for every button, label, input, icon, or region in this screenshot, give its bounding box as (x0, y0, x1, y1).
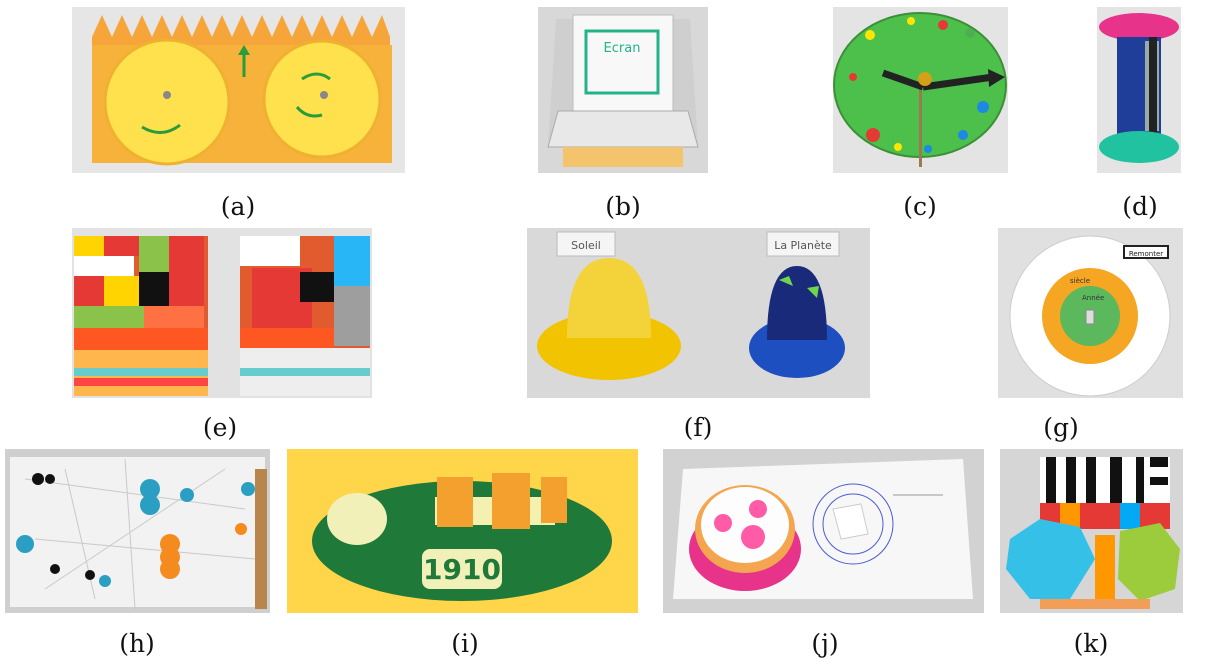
photo-b-screen-label: Ecran (603, 41, 641, 56)
photo-g-time-disks (998, 228, 1183, 398)
caption-f: (f) (683, 413, 713, 442)
caption-i: (i) (451, 629, 479, 658)
caption-k: (k) (1073, 629, 1109, 658)
photo-d-illustration (1097, 7, 1181, 173)
caption-e: (e) (202, 413, 238, 442)
photo-f-sun-sign: Soleil (571, 239, 601, 252)
photo-e-illustration (72, 228, 372, 398)
photo-j-illustration (663, 449, 984, 613)
photo-g-inner-label: Année (1082, 294, 1105, 302)
photo-k-lego-art (1000, 449, 1183, 613)
caption-a: (a) (220, 192, 256, 221)
caption-h: (h) (119, 629, 155, 658)
photo-f-planet-sign: La Planète (774, 239, 832, 252)
photo-c-clock (833, 7, 1008, 173)
photo-f-illustration (527, 228, 870, 398)
photo-h-map-pins (5, 449, 270, 613)
photo-g-top-label: Remonter (1128, 250, 1164, 258)
caption-b: (b) (605, 192, 641, 221)
photo-c-illustration (833, 7, 1008, 173)
photo-i-illustration (287, 449, 638, 613)
photo-k-illustration (1000, 449, 1183, 613)
photo-i-year-label: 1910 (423, 553, 501, 586)
photo-g-illustration (998, 228, 1183, 398)
photo-d-hourglass (1097, 7, 1181, 173)
photo-i-playdough-year (287, 449, 638, 613)
photo-a-illustration (72, 7, 405, 173)
caption-d: (d) (1122, 192, 1158, 221)
photo-e-lego-blocks (72, 228, 372, 398)
caption-c: (c) (903, 192, 937, 221)
photo-b-illustration (538, 7, 708, 173)
photo-a-gears (72, 7, 405, 173)
caption-j: (j) (811, 629, 839, 658)
caption-g: (g) (1043, 413, 1079, 442)
photo-j-orbit (663, 449, 984, 613)
photo-b-screen-box (538, 7, 708, 173)
photo-f-sun-planet (527, 228, 870, 398)
photo-g-outer-label: siècle (1070, 277, 1090, 285)
photo-h-illustration (5, 449, 270, 613)
